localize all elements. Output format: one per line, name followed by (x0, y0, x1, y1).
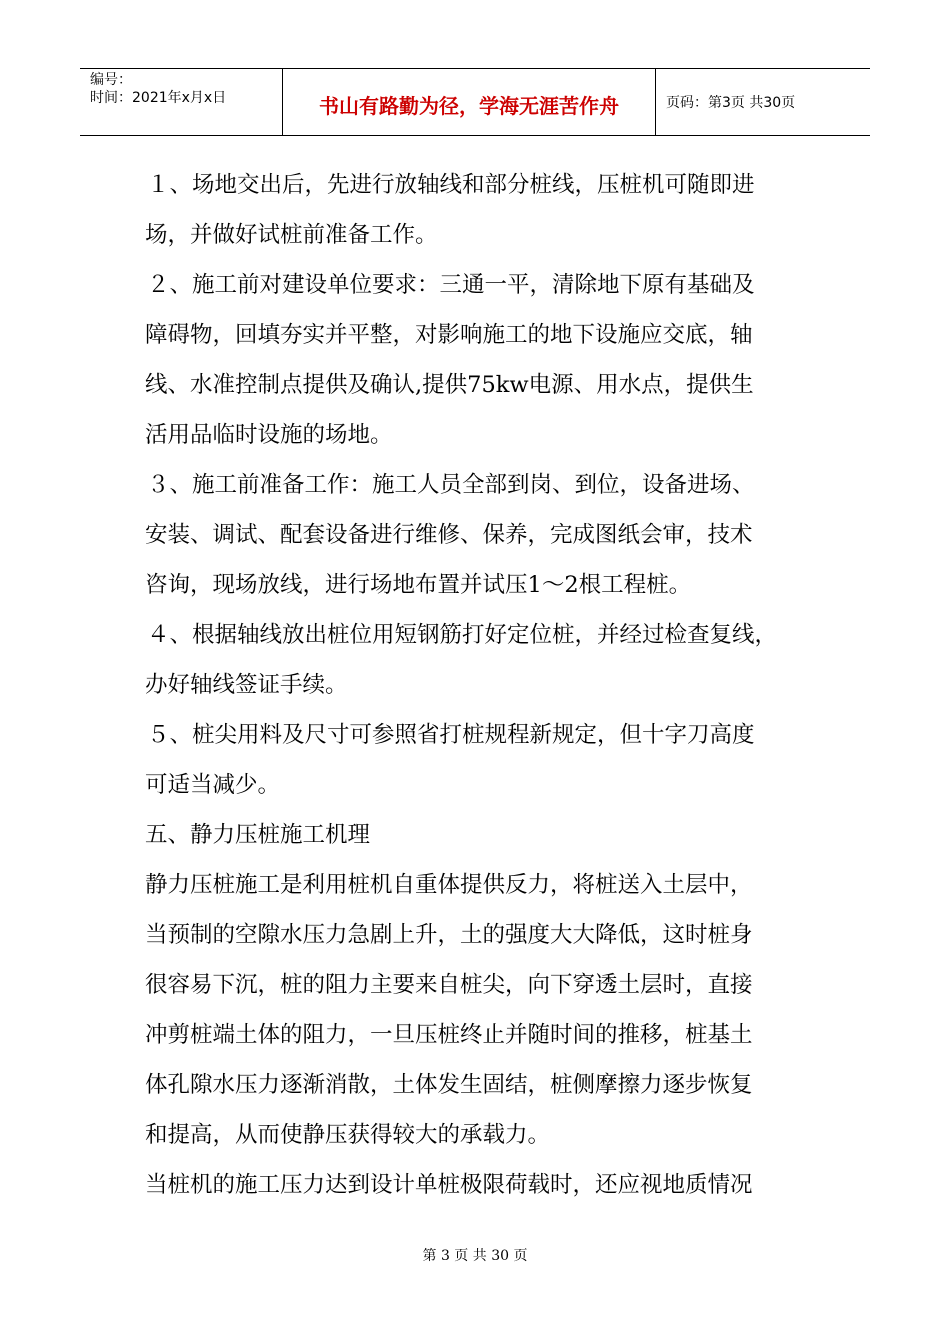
body-line: 当桩机的施工压力达到设计单桩极限荷载时，还应视地质情况 (145, 1172, 753, 1198)
header-meta-cell (80, 69, 283, 135)
body-line: 咨询，现场放线，进行场地布置并试压1～2根工程桩。 (145, 572, 692, 598)
body-line: 冲剪桩端土体的阻力，一旦压桩终止并随时间的推移，桩基土 (145, 1022, 753, 1048)
body-line: ４、根据轴线放出桩位用短钢筋打好定位桩，并经过检查复线， (147, 622, 778, 648)
body-line: 很容易下沉，桩的阻力主要来自桩尖，向下穿透土层时，直接 (145, 972, 753, 998)
body-line: 当预制的空隙水压力急剧上升，土的强度大大降低，这时桩身 (145, 922, 753, 948)
body-line: 和提高，从而使静压获得较大的承载力。 (145, 1122, 551, 1148)
body-line: 场，并做好试桩前准备工作。 (145, 222, 438, 248)
body-line: １、场地交出后，先进行放轴线和部分桩线，压桩机可随即进 (147, 172, 755, 198)
header-page-cell (656, 69, 870, 135)
header-motto-cell (283, 69, 656, 135)
header-page-info: 页码：第3页 共30页 (666, 95, 796, 111)
body-line: ３、施工前准备工作：施工人员全部到岗、到位，设备进场、 (147, 472, 755, 498)
section-heading: 五、静力压桩施工机理 (145, 822, 371, 848)
body-line: ５、桩尖用料及尺寸可参照省打桩规程新规定，但十字刀高度 (147, 722, 755, 748)
page-header (80, 68, 870, 136)
body-line: 障碍物，回填夯实并平整，对影响施工的地下设施应交底，轴 (145, 322, 753, 348)
body-line: 静力压桩施工是利用桩机自重体提供反力，将桩送入土层中， (145, 872, 753, 898)
footer-page-number: 第 3 页 共 30 页 (422, 1248, 528, 1264)
header-motto: 书山有路勤为径，学海无涯苦作舟 (319, 93, 619, 118)
body-line: 活用品临时设施的场地。 (145, 422, 393, 448)
document-date: 时间：2021年x月x日 (90, 90, 227, 106)
body-line: 安装、调试、配套设备进行维修、保养，完成图纸会审，技术 (145, 522, 753, 548)
body-line: 体孔隙水压力逐渐消散，土体发生固结，桩侧摩擦力逐步恢复 (145, 1072, 753, 1098)
document-body (145, 160, 815, 1210)
page-footer (0, 1245, 950, 1265)
document-number-label: 编号： (90, 72, 132, 88)
body-line: 线、水准控制点提供及确认,提供75kw电源、用水点，提供生 (145, 372, 754, 398)
body-line: 办好轴线签证手续。 (145, 672, 348, 698)
body-line: 可适当减少。 (145, 772, 281, 798)
body-line: ２、施工前对建设单位要求：三通一平，清除地下原有基础及 (147, 272, 755, 298)
